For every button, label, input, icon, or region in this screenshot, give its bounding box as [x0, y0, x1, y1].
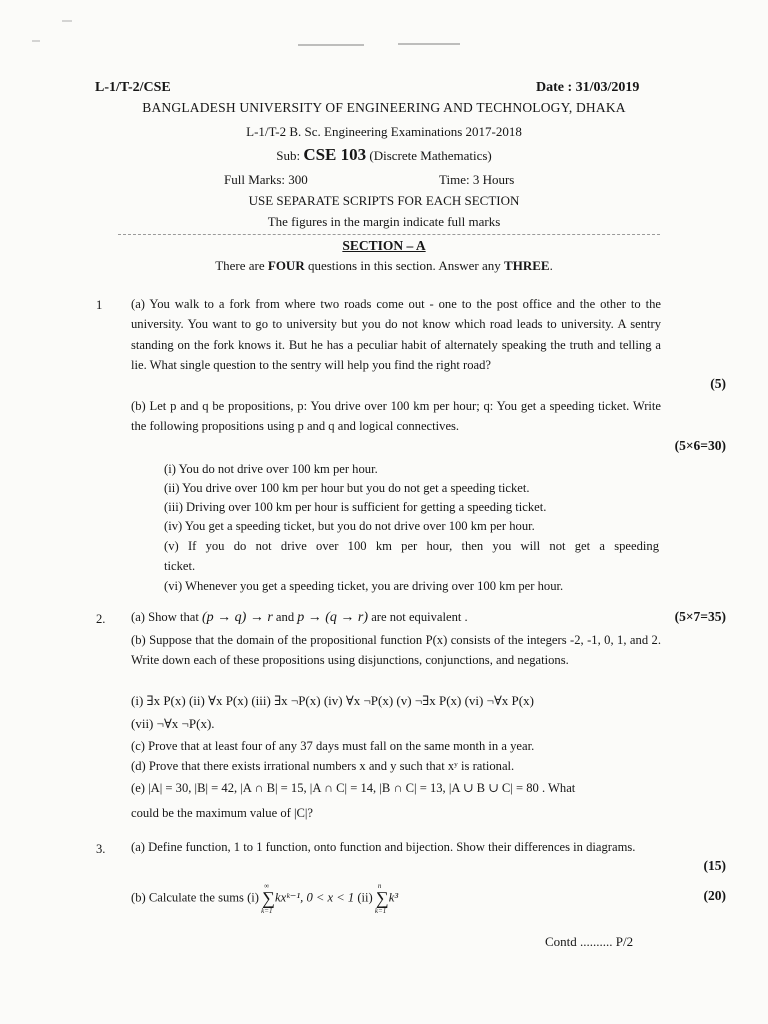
q2-a-text: are not equivalent . [368, 610, 468, 624]
q2-a-text: and [272, 610, 298, 624]
subject-name: (Discrete Mathematics) [369, 148, 492, 163]
q2-a-marks: (5×7=35) [674, 609, 726, 624]
full-marks: Full Marks: 300 [224, 172, 308, 187]
q3-b-text: (ii) [354, 890, 376, 905]
q3-b-marks: (20) [703, 888, 726, 903]
scan-mark [398, 43, 460, 45]
section-title: SECTION – A [342, 238, 426, 253]
q1-item: (iii) Driving over 100 km per hour is sufficient for getting a speeding ticket. [164, 500, 547, 514]
section-instruction [0, 258, 768, 274]
q1-b-marks: (5×6=30) [674, 438, 726, 453]
university-name: BANGLADESH UNIVERSITY OF ENGINEERING AND TECHNOLOGY, DHAKA [142, 100, 626, 115]
q2-part-e-cont: could be the maximum value of |C|? [131, 806, 314, 820]
q2-b-list: (vii) ¬∀x ¬P(x). [131, 716, 215, 731]
q1-item: (v) If you do not drive over 100 km per hour, then you will not get a speeding [164, 539, 659, 553]
sum-lower-limit: k=1 [261, 907, 273, 915]
instruction-scripts: USE SEPARATE SCRIPTS FOR EACH SECTION [248, 193, 520, 208]
q2-part-e: (e) |A| = 30, |B| = 42, |A ∩ B| = 15, |A ∩ C| = 14, |B ∩ C| = 13, |A ∪ B ∪ C| = 80 . What [131, 781, 576, 795]
summation-icon: ∑ n k=1 [374, 882, 389, 915]
q2-part-d: (d) Prove that there exists irrational numbers x and y such that xʸ is rational. [131, 759, 515, 773]
exam-time: Time: 3 Hours [439, 172, 515, 187]
q1-part-b: (b) Let p and q be propositions, p: You drive over 100 km per hour; q: You get a speeding ticket. Write the following propositions using p and q and logical connectives. [131, 399, 661, 434]
q2-part-a [131, 610, 468, 626]
q2-a-text: (a) Show that [131, 610, 202, 624]
question-number: 2. [96, 612, 106, 626]
q1-item: (iv) You get a speeding ticket, but you do not drive over 100 km per hour. [164, 519, 535, 533]
summation-icon: ∑ ∞ k=1 [261, 882, 275, 915]
scan-mark [32, 40, 40, 42]
q1-a-marks: (5) [710, 376, 726, 391]
q1-item: (i) You do not drive over 100 km per hour. [164, 462, 378, 476]
sum-lower-limit: k=1 [374, 907, 387, 915]
continued-note: Contd .......... P/2 [545, 934, 634, 949]
exam-title: L-1/T-2 B. Sc. Engineering Examinations 2017-2018 [246, 124, 522, 139]
q3-part-b [131, 882, 399, 915]
scan-mark [298, 44, 364, 46]
subject-prefix: Sub: [276, 148, 301, 163]
q1-item: (vi) Whenever you get a speeding ticket, you are driving over 100 km per hour. [164, 579, 564, 593]
q2-a-expression: p → (q → r) [297, 610, 369, 625]
q3-b-text: (b) Calculate the sums (i) [131, 890, 263, 905]
instruction-part: questions in this section. Answer any [304, 258, 505, 273]
instruction-count: FOUR [267, 258, 305, 273]
subject-line [0, 145, 768, 165]
sum-upper-limit: ∞ [264, 882, 270, 890]
q1-item: (ii) You drive over 100 km per hour but you do not get a speeding ticket. [164, 481, 530, 495]
header-divider [118, 234, 660, 235]
scan-mark [62, 20, 72, 22]
question-number: 3. [96, 842, 106, 856]
instruction-part: . [549, 258, 553, 273]
instruction-marks: The figures in the margin indicate full marks [267, 214, 501, 229]
subject-code: CSE 103 [303, 145, 367, 164]
q1-part-a: (a) You walk to a fork from where two roads come out - one to the post office and the other to the university. You want to go to university but you do not know which road leads to university. A sentry standing on the fork knows it. But he has a peculiar habit of alternately speaking the truth and telling a lie. What single question to the sentry will help you find the right road? [131, 297, 661, 373]
q3-part-a: (a) Define function, 1 to 1 function, onto function and bijection. Show their differences in diagrams. [131, 840, 636, 854]
course-code: L-1/T-2/CSE [95, 80, 171, 95]
q1-item: ticket. [164, 559, 196, 573]
sum-body: kxᵏ⁻¹, 0 < x < 1 [275, 890, 355, 905]
question-number: 1 [96, 298, 103, 312]
instruction-answer: THREE [504, 258, 550, 273]
q2-part-b: (b) Suppose that the domain of the propositional function P(x) consists of the integers -2, -1, 0, 1, and 2. Write down each of these propositions using disjunctions, conjunctions, and negations. [131, 633, 661, 668]
q2-a-expression: (p → q) → r [202, 610, 273, 625]
q2-b-list: (i) ∃x P(x) (ii) ∀x P(x) (iii) ∃x ¬P(x) (iv) ∀x ¬P(x) (v) ¬∃x P(x) (vi) ¬∀x P(x) [131, 693, 534, 708]
q3-a-marks: (15) [703, 858, 726, 873]
instruction-part: There are [215, 258, 268, 273]
sum-upper-limit: n [377, 882, 382, 890]
q2-part-c: (c) Prove that at least four of any 37 days must fall on the same month in a year. [131, 739, 535, 753]
sum-body: k³ [388, 890, 399, 905]
exam-date: Date : 31/03/2019 [536, 80, 640, 95]
